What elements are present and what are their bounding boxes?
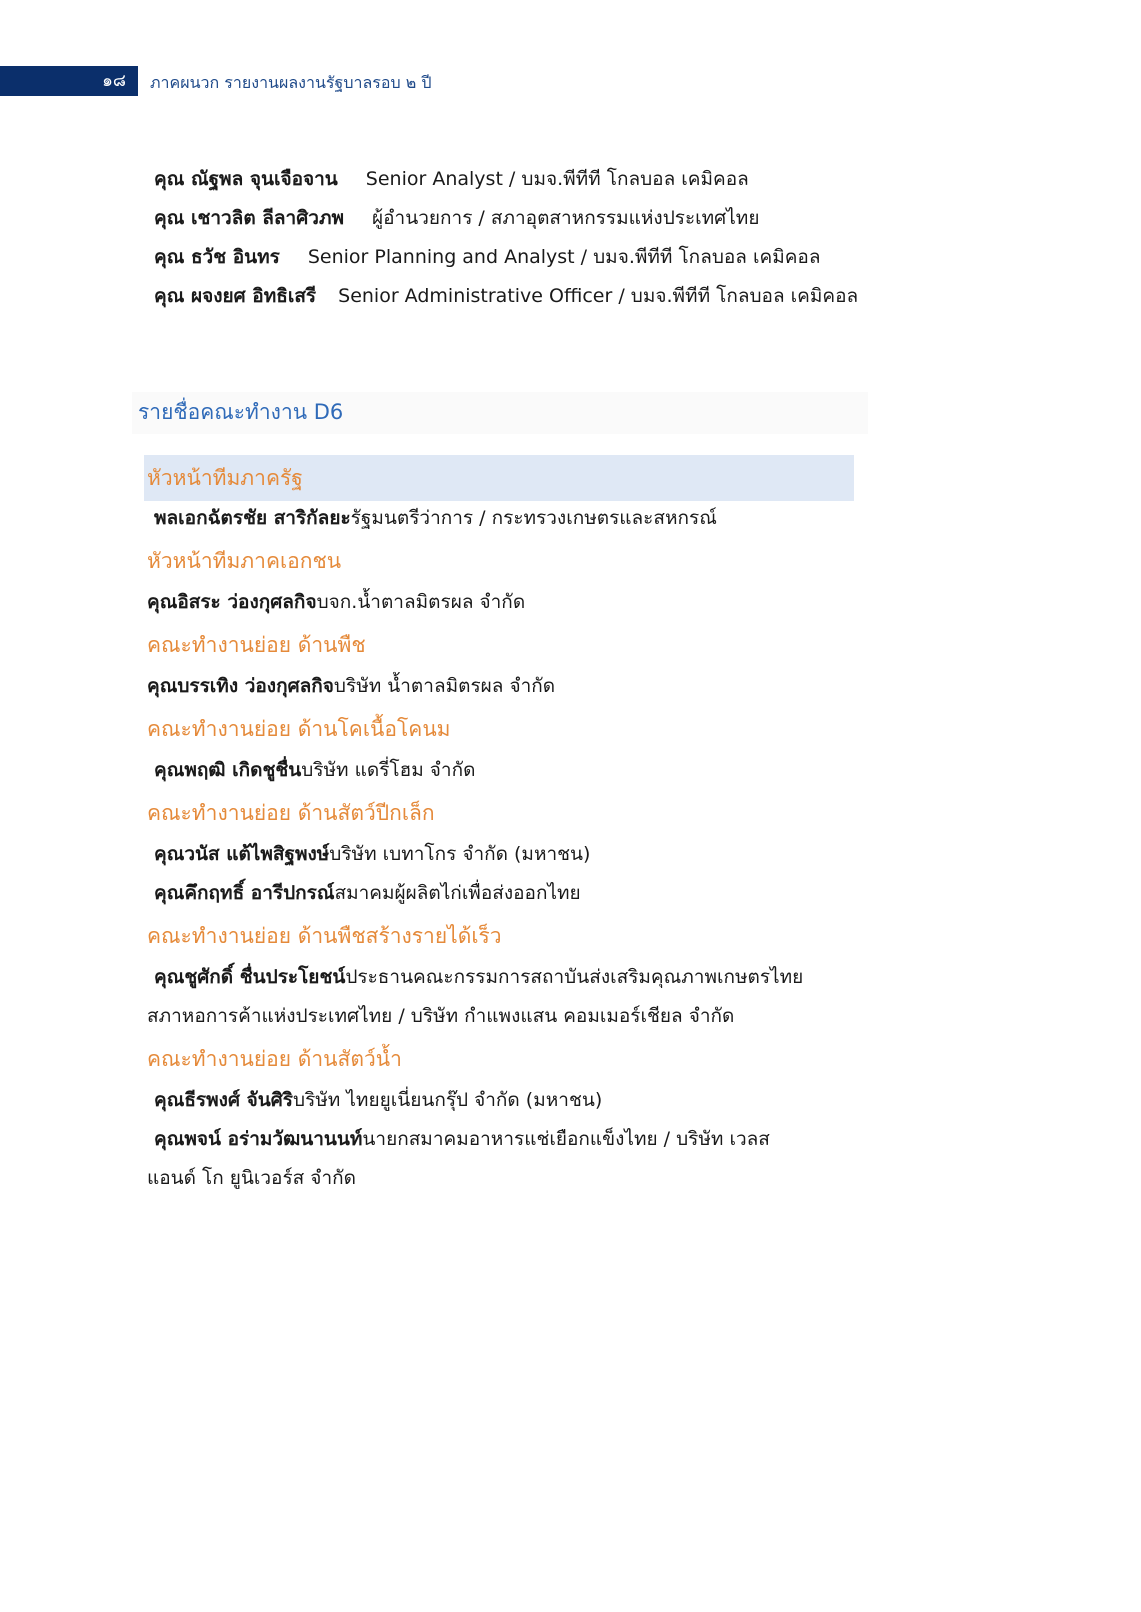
person-role: Senior Analyst / บมจ.พีทีที โกลบอล เคมิคอล bbox=[365, 168, 749, 190]
person-name: คุณ ผจงยศ อิทธิเสรี bbox=[154, 285, 317, 307]
person-name: คุณพฤฒิ เกิดชูชื่น bbox=[154, 759, 302, 781]
person-name: คุณวนัส แต้ไพสิฐพงษ์ bbox=[154, 843, 330, 865]
entry-continuation: สภาหอการค้าแห่งประเทศไทย / บริษัท กำแพงแสน คอมเมอร์เชียล จำกัด bbox=[147, 1005, 735, 1027]
list-item bbox=[154, 964, 803, 990]
list-item bbox=[147, 673, 555, 699]
person-role: สมาคมผู้ผลิตไก่เพื่อส่งออกไทย bbox=[334, 882, 581, 904]
list-item bbox=[154, 880, 581, 906]
list-item bbox=[154, 505, 717, 531]
person-role: รัฐมนตรีว่าการ / กระทรวงเกษตรและสหกรณ์ bbox=[350, 507, 717, 529]
list-item bbox=[154, 1087, 602, 1113]
person-name: คุณ ณัฐพล จุนเจือจาน bbox=[154, 168, 338, 190]
person-role: ประธานคณะกรรมการสถาบันส่งเสริมคุณภาพเกษตรไทย bbox=[345, 966, 804, 988]
person-role: บจก.น้ำตาลมิตรผล จำกัด bbox=[316, 591, 526, 613]
list-item bbox=[154, 244, 820, 270]
person-role: Senior Planning and Analyst / บมจ.พีทีที โกลบอล เคมิคอล bbox=[307, 246, 821, 268]
entry-continuation: แอนด์ โก ยูนิเวอร์ส จำกัด bbox=[147, 1167, 356, 1189]
group-heading: คณะทำงานย่อย ด้านพืชสร้างรายได้เร็ว bbox=[147, 924, 502, 948]
list-item bbox=[154, 757, 475, 783]
person-role: ผู้อำนวยการ / สภาอุตสาหกรรมแห่งประเทศไทย bbox=[372, 207, 760, 229]
running-title: ภาคผนวก รายงานผลงานรัฐบาลรอบ ๒ ปี bbox=[150, 73, 432, 92]
person-name: คุณบรรเทิง ว่องกุศลกิจ bbox=[147, 675, 334, 697]
person-role: Senior Administrative Officer / บมจ.พีทีที โกลบอล เคมิคอล bbox=[338, 285, 859, 307]
list-item bbox=[154, 841, 590, 867]
person-name: คุณ เชาวลิต ลีลาศิวภพ bbox=[154, 207, 345, 229]
list-item bbox=[154, 1126, 770, 1152]
group-heading: คณะทำงานย่อย ด้านสัตว์น้ำ bbox=[147, 1047, 402, 1071]
list-item bbox=[154, 205, 759, 231]
person-role: บริษัท ไทยยูเนี่ยนกรุ๊ป จำกัด (มหาชน) bbox=[293, 1089, 603, 1111]
group-heading: คณะทำงานย่อย ด้านโคเนื้อโคนม bbox=[147, 717, 451, 741]
group-heading: คณะทำงานย่อย ด้านพืช bbox=[147, 633, 366, 657]
person-name: คุณธีรพงศ์ จันศิริ bbox=[154, 1089, 294, 1111]
person-role: บริษัท แดรี่โฮม จำกัด bbox=[301, 759, 476, 781]
person-role: นายกสมาคมอาหารแช่เยือกแข็งไทย / บริษัท เวลส bbox=[362, 1128, 770, 1150]
person-role: บริษัท น้ำตาลมิตรผล จำกัด bbox=[333, 675, 556, 697]
list-item bbox=[154, 166, 749, 192]
person-name: คุณอิสระ ว่องกุศลกิจ bbox=[147, 591, 317, 613]
header-page-tab bbox=[0, 66, 138, 96]
person-name: คุณพจน์ อร่ามวัฒนานนท์ bbox=[154, 1128, 363, 1150]
section-title-box bbox=[132, 392, 868, 434]
group-heading: หัวหน้าทีมภาครัฐ bbox=[147, 466, 303, 490]
group-heading: หัวหน้าทีมภาคเอกชน bbox=[147, 549, 342, 573]
list-item bbox=[154, 283, 858, 309]
person-role: บริษัท เบทาโกร จำกัด (มหาชน) bbox=[329, 843, 591, 865]
person-name: คุณคึกฤทธิ์ อารีปกรณ์ bbox=[154, 882, 335, 904]
person-name: พลเอกฉัตรชัย สาริกัลยะ bbox=[154, 507, 351, 529]
page-number: ๑๘ bbox=[102, 71, 126, 91]
list-item bbox=[147, 589, 525, 615]
person-name: คุณ ธวัช อินทร bbox=[154, 246, 280, 268]
person-name: คุณชูศักดิ์ ชื่นประโยชน์ bbox=[154, 966, 346, 988]
section-title: รายชื่อคณะทำงาน D6 bbox=[138, 400, 344, 424]
group-heading: คณะทำงานย่อย ด้านสัตว์ปีกเล็ก bbox=[147, 801, 435, 825]
